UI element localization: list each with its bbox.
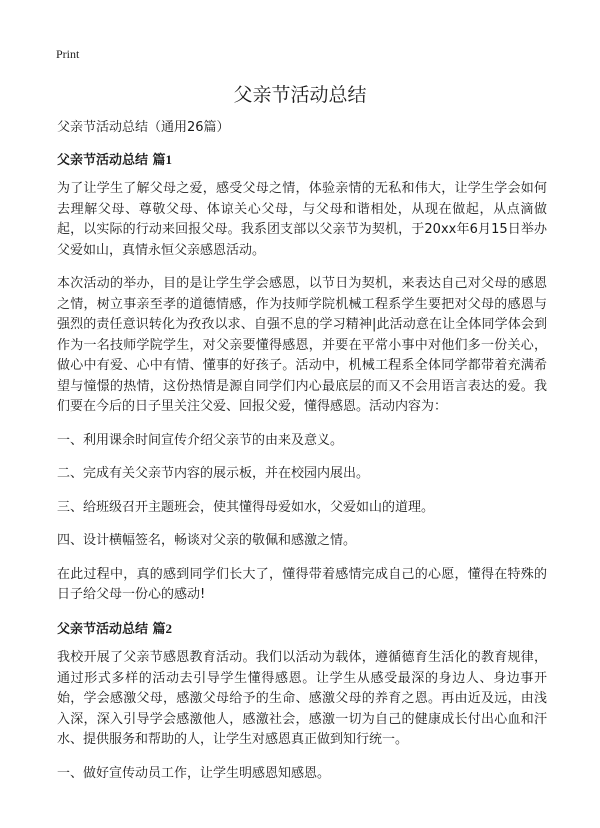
section-heading-text: 父亲节活动总结 篇 [57,621,166,637]
list-item: 三、给班级召开主题班会，使其懂得母爱如水，父爱如山的道理。 [57,499,435,515]
section-heading-2 [57,619,547,641]
section-heading-number: 2 [165,620,173,636]
list-item: 一、利用课余时间宣传介绍父亲节的由来及意义。 [57,432,344,448]
section-heading-number: 1 [165,151,173,167]
section-heading-text: 父亲节活动总结 篇 [57,152,166,168]
paragraph: 在此过程中，真的感到同学们长大了，懂得带着感情完成自己的心愿，懂得在特殊的日子给父母一份心的感动! [57,566,547,602]
list-item: 二、完成有关父亲节内容的展示板，并在校园内展出。 [57,466,370,481]
page-title: 父亲节活动总结 [233,84,367,106]
list-item: 四、设计横幅签名，畅谈对父亲的敬佩和感激之情。 [57,533,357,548]
list-item: 一、做好宣传动员工作，让学生明感恩知感恩。 [57,765,331,781]
print-link[interactable]: Print [56,47,80,61]
document-subtitle: 父亲节活动总结（通用26篇） [57,120,230,135]
section-heading-1 [57,150,547,172]
paragraph: 我校开展了父亲节感恩教育活动。我们以活动为载体，遵循德育生活化的教育规律，通过形式多样的活动去引导学生懂得感恩。让学生从感受最深的身边人、身边事开始，学会感激父母，感激父母给予的生命、感激父母的养育之恩。再由近及远，由浅入深，深入引导学会感激他人，感激社会，感激一切为自己的健康成长付出心血和汗水、提供服务和帮助的人，让学生对感恩真正做到知行统一。 [57,650,547,747]
paragraph: 为了让学生了解父母之爱，感受父母之情，体验亲情的无私和伟大，让学生学会如何去理解父母、尊敬父母、体谅关心父母，与父母和谐相处，从现在做起，从点滴做起，以实际的行动来回报父母。我系团支部以父亲节为契机，于20xx年6月15日举办父爱如山，真情永恒父亲感恩活动。 [57,181,547,258]
paragraph: 本次活动的举办，目的是让学生学会感恩，以节日为契机，来表达自己对父母的感恩之情，树立事亲至孝的道德情感，作为技师学院机械工程系学生要把对父母的感恩与强烈的责任意识转化为孜孜以求、自强不息的学习精神|此活动意在让全体同学体会到作为一名技师学院学生，对父亲要懂得感恩，并要在平常小事中对他们多一份关心，做心中有爱、心中有情、懂事的好孩子。活动中，机械工程系全体同学都带着充满希望与憧憬的热情，这份热情是源自同学们内心最底层的而又不会用语言表达的爱。我们要在今后的日子里关注父爱、回报父爱，懂得感恩。活动内容为： [57,276,547,414]
document-body [57,118,547,797]
